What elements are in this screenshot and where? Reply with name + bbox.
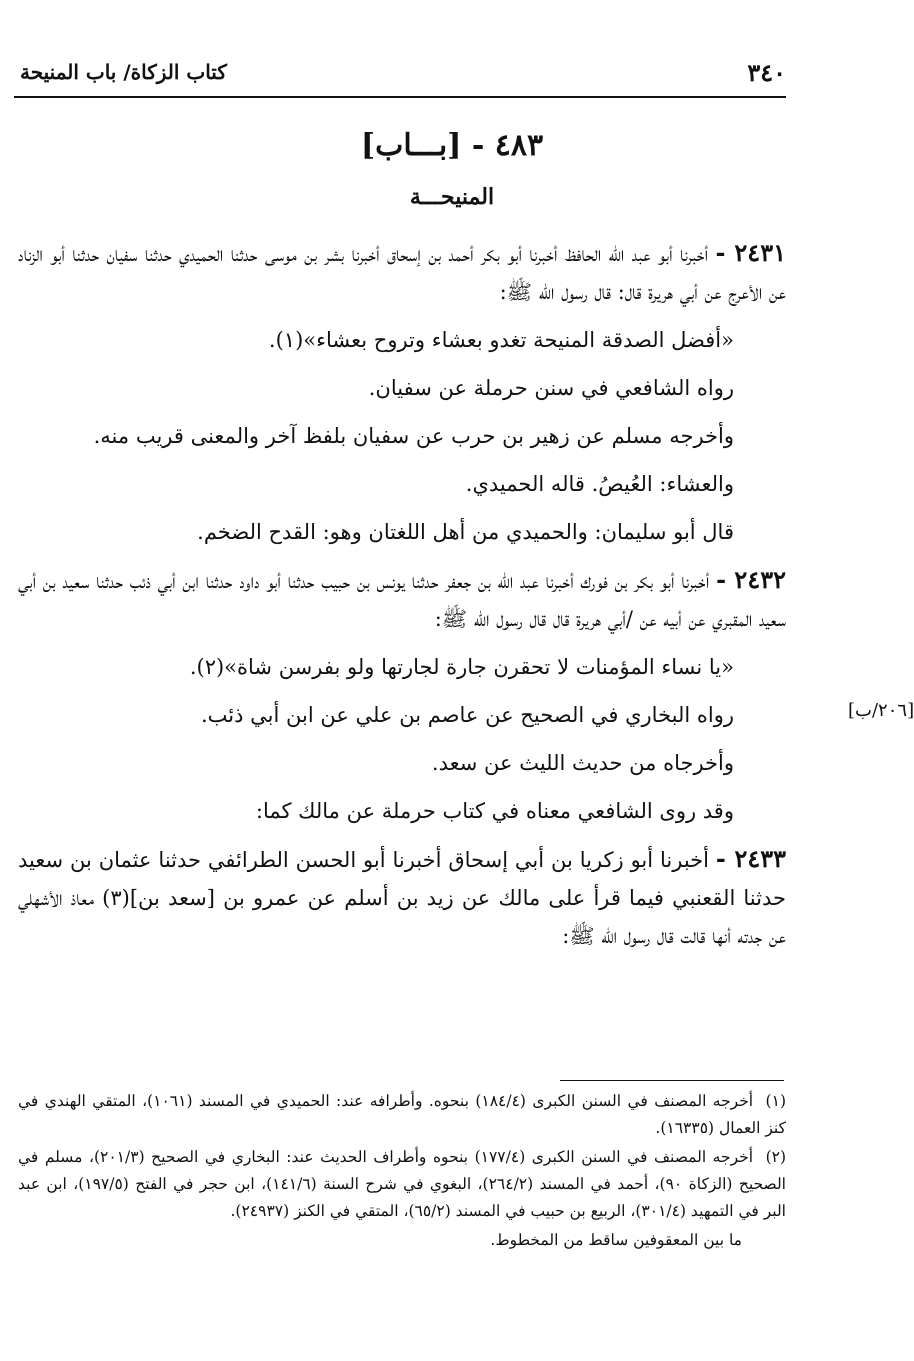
paragraph	[18, 744, 786, 782]
paragraph	[18, 513, 786, 551]
footnote-text: أخرجه المصنف في السنن الكبرى (١٧٧/٤) بنحوه وأطراف الحديث عند: البخاري في الصحيح (٢٠١/٣)، مسلم في الصحيح (الزكاة ٩٠)، أحمد في المسند (٢٦٤/٢)، البغوي في شرح السنة (١٤١/٦)، ابن حجر في الفتح (١٩٧/٥)، ابن عبد البر في التمهيد (٣٠١/٤)، الربيع بن حبيب في المسند (٦٥/٢)، المتقي في الكنز (٢٤٩٣٧).	[18, 1148, 786, 1220]
hadith-paragraph	[18, 561, 786, 638]
footnote-text: أخرجه المصنف في السنن الكبرى (١٨٤/٤) بنحوه. وأطرافه عند: الحميدي في المسند (١٠٦١)، المتقي الهندي في كنز العمال (١٦٣٣٥).	[18, 1092, 786, 1137]
footnote-rule	[560, 1080, 784, 1081]
hadith-number: ٢٤٣٣ -	[715, 844, 786, 873]
hadith-paragraph	[18, 840, 786, 955]
paragraph-text: وقد روى الشافعي معناه في كتاب حرملة عن مالك كما:	[255, 799, 734, 823]
footnote	[18, 1227, 786, 1254]
paragraph-text: أخبرنا أبو عبد الله الحافظ أخبرنا أبو بكر أحمد بن إسحاق أخبرنا بشر بن موسى حدثنا الحميدي حدثنا سفيان حدثنا أبو الزناد عن الأعرج عن أبي هريرة قال: قال رسول الله ﷺ:	[18, 242, 786, 304]
paragraph-text: رواه الشافعي في سنن حرملة عن سفيان.	[368, 376, 734, 400]
paragraph-text: أخبرنا أبو زكريا بن أبي إسحاق أخبرنا أبو الحسن الطرائفي حدثنا عثمان بن سعيد حدثنا القعنبي فيما قرأ على مالك عن زيد بن أسلم عن عمرو بن [سعد بن](٣) معاذ الأشهلي عن جدته أنها قالت قال رسول الله ﷺ:	[18, 848, 786, 948]
header-rule	[14, 96, 786, 98]
paragraph-text: رواه البخاري في الصحيح عن عاصم بن علي عن ابن أبي ذئب.	[200, 703, 734, 727]
paragraph	[18, 465, 786, 503]
paragraph	[18, 417, 786, 455]
paragraph-text: وأخرجاه من حديث الليث عن سعد.	[431, 751, 734, 775]
paragraph-text: «أفضل الصدقة المنيحة تغدو بعشاء وتروح بعشاء»(١).	[268, 328, 734, 352]
paragraph-text: «يا نساء المؤمنات لا تحقرن جارة لجارتها ولو بفرسن شاة»(٢).	[189, 655, 734, 679]
hadith-number: ٢٤٣٢ -	[716, 565, 786, 594]
main-text	[18, 234, 786, 965]
paragraph	[18, 648, 786, 686]
paragraph	[18, 792, 786, 830]
running-title: كتاب الزكاة/ باب المنيحة	[20, 60, 227, 84]
footnotes	[18, 1088, 786, 1256]
footnote	[18, 1144, 786, 1225]
chapter-subheading: المنيحـــة	[409, 184, 495, 210]
manuscript-folio-marker: [٢٠٦/ب]	[848, 700, 914, 721]
footnote	[18, 1088, 786, 1142]
paragraph	[18, 321, 786, 359]
paragraph-text: أخبرنا أبو بكر بن فورك أخبرنا عبد الله بن جعفر حدثنا يونس بن حبيب حدثنا أبو داود حدثنا ابن أبي ذئب حدثنا سعيد بن أبي سعيد المقبري عن أبيه عن /أبي هريرة قال قال رسول الله ﷺ:	[18, 569, 786, 631]
hadith-number: ٢٤٣١ -	[715, 238, 786, 267]
paragraph-text: قال أبو سليمان: والحميدي من أهل اللغتان وهو: القدح الضخم.	[197, 520, 734, 544]
running-header	[20, 58, 786, 90]
paragraph-text: وأخرجه مسلم عن زهير بن حرب عن سفيان بلفظ آخر والمعنى قريب منه.	[93, 424, 734, 448]
page-number: ٣٤٠	[747, 58, 786, 87]
chapter-heading: ٤٨٣ - [بـــاب]	[360, 128, 544, 163]
paragraph	[18, 696, 786, 734]
footnote-number: (٢)	[765, 1148, 787, 1166]
paragraph	[18, 369, 786, 407]
footnote-text: ما بين المعقوفين ساقط من المخطوط.	[490, 1231, 742, 1249]
hadith-paragraph	[18, 234, 786, 311]
footnote-number: (١)	[765, 1092, 786, 1110]
paragraph-text: والعشاء: العُيصُ. قاله الحميدي.	[465, 472, 734, 496]
